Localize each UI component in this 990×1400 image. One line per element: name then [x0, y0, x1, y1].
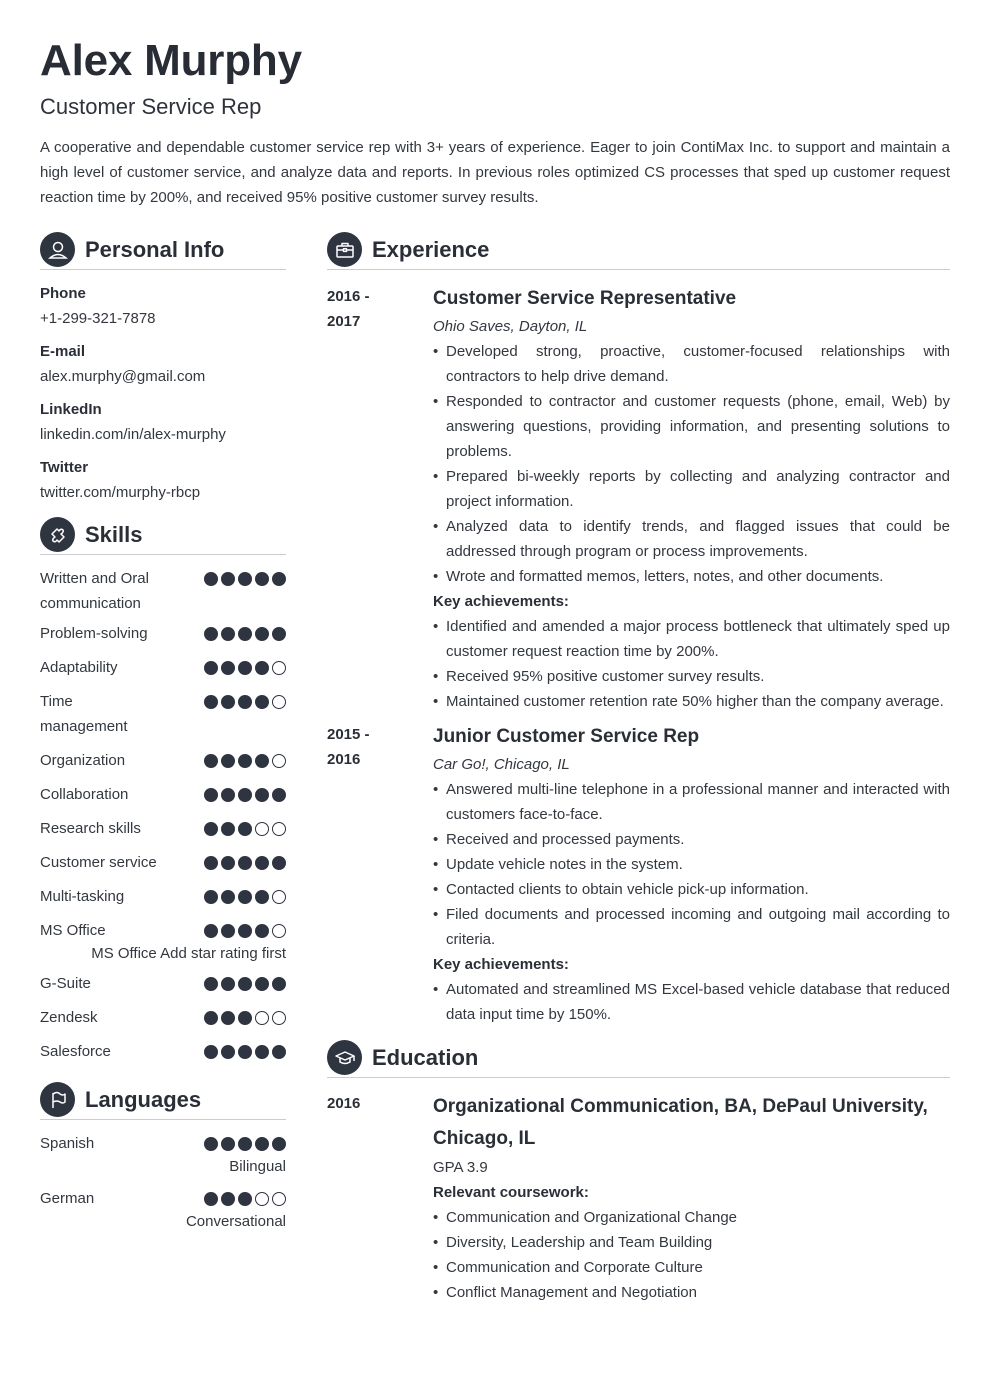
job-achievements — [433, 977, 950, 1027]
filled-dot — [204, 1192, 218, 1206]
info-email — [40, 339, 286, 389]
filled-dot — [255, 572, 269, 586]
filled-dot — [255, 1045, 269, 1059]
filled-dot — [221, 572, 235, 586]
empty-dot — [272, 1192, 286, 1206]
filled-dot — [221, 822, 235, 836]
filled-dot — [204, 695, 218, 709]
personal-info-title: Personal Info — [85, 236, 225, 262]
filled-dot — [238, 661, 252, 675]
filled-dot — [221, 924, 235, 938]
filled-dot — [221, 627, 235, 641]
language-item — [40, 1131, 286, 1178]
empty-dot — [272, 661, 286, 675]
job-duties — [433, 777, 950, 952]
empty-dot — [272, 754, 286, 768]
skill-row — [40, 918, 286, 943]
rating-dots — [204, 782, 286, 802]
rating-dots — [204, 1005, 286, 1025]
experience-header — [327, 230, 950, 270]
job-company: Car Go!, Chicago, IL — [433, 756, 570, 773]
user-icon — [40, 232, 75, 267]
empty-dot — [272, 890, 286, 904]
filled-dot — [272, 977, 286, 991]
filled-dot — [221, 695, 235, 709]
coursework-list — [433, 1205, 950, 1305]
empty-dot — [272, 695, 286, 709]
job-achievements — [433, 614, 950, 714]
education-gpa: GPA 3.9 — [433, 1159, 488, 1176]
experience-list — [327, 284, 950, 1027]
skill-row — [40, 782, 286, 807]
info-label: Twitter — [40, 459, 89, 476]
filled-dot — [221, 661, 235, 675]
filled-dot — [255, 754, 269, 768]
achievement-item: • Received 95% positive customer survey results. — [433, 664, 950, 689]
filled-dot — [272, 627, 286, 641]
job-body — [433, 722, 950, 1027]
candidate-name: Alex Murphy — [40, 36, 302, 85]
rating-dots — [204, 971, 286, 991]
language-level: Conversational — [185, 1213, 286, 1230]
duty-item: • Developed strong, proactive, customer-focused relationships with contractors to help drive demand. — [433, 339, 950, 389]
info-phone — [40, 281, 286, 331]
skill-name: Customer service — [40, 854, 157, 871]
personal-info-header — [40, 230, 286, 270]
filled-dot — [204, 627, 218, 641]
skill-name: Zendesk — [40, 1009, 98, 1026]
coursework-item: • Communication and Corporate Culture — [433, 1255, 950, 1280]
languages-list — [40, 1131, 286, 1241]
job-company: Ohio Saves, Dayton, IL — [433, 318, 588, 335]
info-linkedin — [40, 397, 286, 447]
languages-title: Languages — [85, 1086, 202, 1112]
achievements-heading: Key achievements: — [433, 956, 569, 973]
education-header — [327, 1038, 950, 1078]
language-row — [40, 1131, 286, 1156]
filled-dot — [238, 695, 252, 709]
skill-item — [40, 748, 286, 773]
skill-name: Time management — [40, 693, 128, 735]
skill-item — [40, 1039, 286, 1064]
filled-dot — [221, 890, 235, 904]
skills-list — [40, 566, 286, 1073]
skill-row — [40, 884, 286, 909]
filled-dot — [204, 890, 218, 904]
duty-item: • Analyzed data to identify trends, and flagged issues that could be addressed through program or process improvements. — [433, 514, 950, 564]
language-name: German — [40, 1190, 95, 1207]
filled-dot — [204, 572, 218, 586]
filled-dot — [238, 572, 252, 586]
education-year: 2016 — [327, 1095, 361, 1112]
job-title: Customer Service Rep — [40, 94, 262, 119]
filled-dot — [255, 856, 269, 870]
skill-row — [40, 655, 286, 680]
filled-dot — [221, 1045, 235, 1059]
education-entry — [327, 1091, 950, 1305]
rating-dots — [204, 748, 286, 768]
filled-dot — [221, 977, 235, 991]
filled-dot — [221, 1011, 235, 1025]
filled-dot — [238, 1192, 252, 1206]
job-body — [433, 284, 950, 714]
skill-row — [40, 1005, 286, 1030]
skill-name: MS Office — [40, 922, 106, 939]
filled-dot — [255, 627, 269, 641]
info-value: alex.murphy@gmail.com — [40, 368, 206, 385]
skill-item — [40, 816, 286, 841]
filled-dot — [221, 1137, 235, 1151]
filled-dot — [221, 1192, 235, 1206]
filled-dot — [204, 754, 218, 768]
skill-row — [40, 971, 286, 996]
filled-dot — [255, 695, 269, 709]
coursework-item: • Communication and Organizational Change — [433, 1205, 950, 1230]
skill-name: Organization — [40, 752, 126, 769]
empty-dot — [272, 924, 286, 938]
briefcase-icon — [327, 232, 362, 267]
job-title: Customer Service Representative — [433, 288, 737, 309]
filled-dot — [238, 754, 252, 768]
skill-item — [40, 884, 286, 909]
rating-dots — [204, 566, 286, 586]
rating-dots — [204, 1039, 286, 1059]
language-name: Spanish — [40, 1135, 95, 1152]
language-item — [40, 1186, 286, 1233]
filled-dot — [204, 977, 218, 991]
skill-item — [40, 850, 286, 875]
coursework-heading: Relevant coursework: — [433, 1184, 589, 1201]
info-label: E-mail — [40, 343, 86, 360]
filled-dot — [204, 924, 218, 938]
rating-dots — [204, 655, 286, 675]
duty-item: • Filed documents and processed incoming and outgoing mail according to criteria. — [433, 902, 950, 952]
filled-dot — [221, 856, 235, 870]
filled-dot — [204, 661, 218, 675]
filled-dot — [221, 788, 235, 802]
skill-name: Adaptability — [40, 659, 118, 676]
skill-row — [40, 1039, 286, 1064]
skill-name: Multi-tasking — [40, 888, 125, 905]
filled-dot — [255, 924, 269, 938]
flag-icon — [40, 1082, 75, 1117]
skill-item — [40, 782, 286, 807]
filled-dot — [238, 890, 252, 904]
skill-name: G-Suite — [40, 975, 91, 992]
rating-dots — [204, 621, 286, 641]
skill-note: MS Office Add star rating first — [91, 945, 286, 962]
skill-name: Research skills — [40, 820, 141, 837]
skill-item — [40, 689, 286, 739]
skills-title: Skills — [85, 521, 143, 547]
filled-dot — [238, 856, 252, 870]
skill-item — [40, 621, 286, 646]
duty-item: • Contacted clients to obtain vehicle pick-up information. — [433, 877, 950, 902]
language-level: Bilingual — [229, 1158, 286, 1175]
education-title: Education — [372, 1044, 479, 1070]
duty-item: • Received and processed payments. — [433, 827, 950, 852]
empty-dot — [255, 822, 269, 836]
achievement-item: • Maintained customer retention rate 50% higher than the company average. — [433, 689, 950, 714]
job-entry — [327, 284, 950, 714]
filled-dot — [238, 924, 252, 938]
job-duties — [433, 339, 950, 589]
filled-dot — [255, 890, 269, 904]
empty-dot — [272, 1011, 286, 1025]
rating-dots — [204, 1186, 286, 1206]
languages-header — [40, 1080, 286, 1120]
skill-name: Salesforce — [40, 1043, 111, 1060]
rating-dots — [204, 918, 286, 938]
skill-item — [40, 918, 286, 965]
puzzle-icon — [40, 517, 75, 552]
skill-row — [40, 850, 286, 875]
empty-dot — [272, 822, 286, 836]
empty-dot — [255, 1192, 269, 1206]
info-value: linkedin.com/in/alex-murphy — [40, 426, 226, 443]
duty-item: • Responded to contractor and customer requests (phone, email, Web) by answering questions, providing information, and presenting solutions to problems. — [433, 389, 950, 464]
filled-dot — [272, 788, 286, 802]
filled-dot — [255, 788, 269, 802]
summary-text: A cooperative and dependable customer service rep with 3+ years of experience. Eager to join ContiMax Inc. to support and maintain a high level of customer service, and analyze data and reports. In previous roles optimized CS processes that sped up customer request reaction time by 200%, and received 95% positive customer survey results. — [40, 139, 950, 206]
rating-dots — [204, 884, 286, 904]
filled-dot — [204, 1045, 218, 1059]
skill-item — [40, 971, 286, 996]
filled-dot — [238, 977, 252, 991]
coursework-item: • Diversity, Leadership and Team Building — [433, 1230, 950, 1255]
job-dates: 2016 - 2017 — [327, 288, 370, 330]
filled-dot — [238, 1011, 252, 1025]
info-value: twitter.com/murphy-rbcp — [40, 484, 201, 501]
filled-dot — [204, 856, 218, 870]
personal-info-list — [40, 281, 286, 513]
coursework-item: • Conflict Management and Negotiation — [433, 1280, 950, 1305]
filled-dot — [204, 788, 218, 802]
filled-dot — [221, 754, 235, 768]
duty-item: • Update vehicle notes in the system. — [433, 852, 950, 877]
achievement-item: • Identified and amended a major process bottleneck that ultimately sped up customer request reaction time by 200%. — [433, 614, 950, 664]
duty-item: • Prepared bi-weekly reports by collecting and analyzing contractor and project information. — [433, 464, 950, 514]
filled-dot — [255, 661, 269, 675]
skill-row — [40, 621, 286, 646]
skill-name: Collaboration — [40, 786, 129, 803]
education-degree: Organizational Communication, BA, DePaul University, Chicago, IL — [433, 1096, 928, 1149]
skill-row — [40, 748, 286, 773]
skill-name: Problem-solving — [40, 625, 148, 642]
rating-dots — [204, 689, 286, 709]
language-row — [40, 1186, 286, 1211]
info-twitter — [40, 455, 286, 505]
filled-dot — [272, 1137, 286, 1151]
duty-item: • Wrote and formatted memos, letters, notes, and other documents. — [433, 564, 950, 589]
filled-dot — [272, 856, 286, 870]
filled-dot — [272, 1045, 286, 1059]
info-value: +1-299-321-7878 — [40, 310, 156, 327]
filled-dot — [272, 572, 286, 586]
filled-dot — [238, 1045, 252, 1059]
filled-dot — [238, 1137, 252, 1151]
skill-row — [40, 816, 286, 841]
achievements-heading: Key achievements: — [433, 593, 569, 610]
rating-dots — [204, 850, 286, 870]
filled-dot — [238, 788, 252, 802]
duty-item: • Answered multi-line telephone in a professional manner and interacted with customers face-to-face. — [433, 777, 950, 827]
experience-title: Experience — [372, 236, 490, 262]
filled-dot — [255, 977, 269, 991]
job-entry — [327, 722, 950, 1027]
filled-dot — [204, 822, 218, 836]
skill-item — [40, 655, 286, 680]
job-dates: 2015 - 2016 — [327, 726, 370, 768]
info-label: Phone — [40, 285, 86, 302]
graduation-cap-icon — [327, 1040, 362, 1075]
filled-dot — [255, 1137, 269, 1151]
achievement-item: • Automated and streamlined MS Excel-based vehicle database that reduced data input time by 150%. — [433, 977, 950, 1027]
skill-item — [40, 566, 286, 616]
info-label: LinkedIn — [40, 401, 102, 418]
rating-dots — [204, 1131, 286, 1151]
skill-row — [40, 689, 286, 739]
filled-dot — [204, 1137, 218, 1151]
skill-name: Written and Oral communication — [40, 570, 149, 612]
rating-dots — [204, 816, 286, 836]
skills-header — [40, 515, 286, 555]
filled-dot — [204, 1011, 218, 1025]
skill-row — [40, 566, 286, 616]
job-title: Junior Customer Service Rep — [433, 726, 700, 747]
filled-dot — [238, 627, 252, 641]
filled-dot — [238, 822, 252, 836]
empty-dot — [255, 1011, 269, 1025]
skill-item — [40, 1005, 286, 1030]
